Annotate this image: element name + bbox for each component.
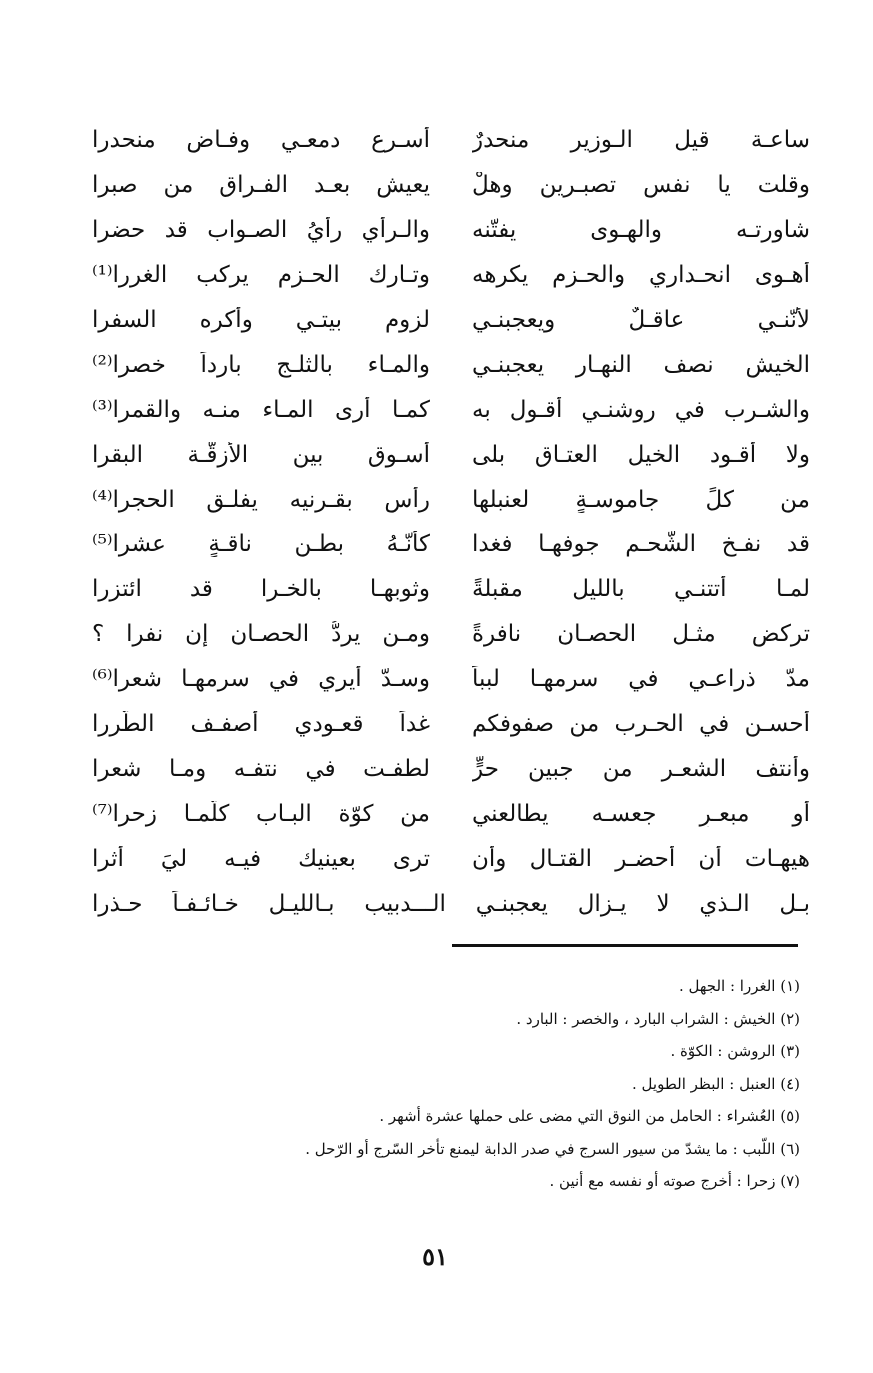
footnote-separator	[452, 944, 798, 947]
verse-left-hemistich: لزوم بيتـي وأكره السفرا	[92, 307, 430, 333]
verse-right-hemistich: أحسـن في الحـرب من صفوفكم	[472, 711, 810, 738]
verse-left-hemistich: ترى بعينيك فيـه ليَ أثرا	[92, 845, 430, 872]
verse-right-hemistich: وأنتف الشعـر من جبين حرٍّ	[472, 755, 810, 782]
page-number: ٥١	[422, 1242, 448, 1271]
verse-right-hemistich: مدّ ذراعـي في سرمهـا لبباً	[472, 666, 810, 693]
footnote: (٦) اللّبب : ما يشدّ من سيور السرج في صدر الدابة ليمنع تأخر السّرج أو الرّحل .	[305, 1139, 800, 1158]
footnote: (٥) العُشراء : الحامل من النوق التي مضى على حملها عشرة أشهر .	[379, 1107, 800, 1125]
verse-right-hemistich: شاورتـه والهـوى يفتّنه	[472, 217, 810, 244]
verse-line	[92, 163, 810, 208]
verse-line	[92, 612, 810, 657]
verse-right-hemistich: أهـوى انحـداري والحـزم يكرهه	[472, 262, 810, 289]
verse-left-hemistich: أسـرع دمعـي وفـاض منحدرا	[92, 127, 430, 154]
verse-line	[92, 657, 810, 702]
verse-right-hemistich: والشـرب في روشنـي أقـول به	[472, 396, 810, 423]
footnote: (٣) الروشن : الكوّة .	[670, 1042, 800, 1060]
verse-left-hemistich: غداً قعـودي أصفـف الطُّررا	[92, 711, 430, 738]
verse-line	[92, 522, 810, 567]
verse-line	[92, 387, 810, 432]
verse-left-hemistich: يعيش بعـد الفـراق من صبرا	[92, 172, 430, 199]
verse-right-hemistich: ساعـة قيل الـوزير منحدرٌ	[472, 127, 810, 154]
verse-left-hemistich: رأس بقـرنيه يفلـق الحجرا⁽⁴⁾	[92, 486, 430, 513]
verse-right-hemistich: لأنّنـي عاقـلٌ ويعجبنـي	[472, 307, 810, 333]
verse-right-hemistich: لمـا أتتنـي بالليل مقبلةً	[472, 576, 810, 603]
verse-line	[92, 881, 810, 926]
verse-line	[92, 836, 810, 881]
verse-line	[92, 208, 810, 253]
verse-line	[92, 477, 810, 522]
footnote: (١) الغررا : الجهل .	[678, 977, 800, 995]
verse-line	[92, 298, 810, 343]
footnote: (٤) العنبل : البظر الطويل .	[632, 1074, 800, 1093]
verse-left-hemistich: كمـا أرى المـاء منـه والقمرا⁽³⁾	[92, 396, 430, 423]
verse-right-hemistich: أو مبعـرٍ جعسـه يطالعني	[472, 800, 810, 827]
verse-line	[92, 746, 810, 791]
verse-left-hemistich: وثوبهـا بالخـرا قد ائتزرا	[92, 576, 430, 603]
verse-right-hemistich: من كلٍّ جاموسـةٍ لعنبلها	[472, 486, 810, 513]
verse-line	[92, 791, 810, 836]
verse-right-hemistich: تركض مثـل الحصـان نافرةً	[472, 621, 810, 648]
verse-right-hemistich: وقلت يا نفس تصبـرين وهلْ	[472, 172, 810, 199]
verse-line	[92, 342, 810, 387]
verse-full-line: بـل الـذي لا يـزال يعجبنـي الـــدبيب بـالليـل خـائـفـاً حـذرا	[92, 890, 810, 917]
poem-block	[92, 118, 810, 926]
verse-right-hemistich: ولا أقـود الخيل العتـاق بلى	[472, 441, 810, 468]
verse-left-hemistich: والـرأي رأيُ الصـواب قد حضرا	[92, 217, 430, 244]
verse-left-hemistich: من كوّة البـاب كلّمـا زحرا⁽⁷⁾	[92, 800, 430, 827]
verse-line	[92, 253, 810, 298]
verse-left-hemistich: كأنّـهُ بطـن ناقـةٍ عشرا⁽⁵⁾	[92, 531, 430, 558]
verse-right-hemistich: الخيش نصف النهـار يعجبنـي	[472, 351, 810, 378]
verse-line	[92, 702, 810, 747]
verse-left-hemistich: وسـدّ أيري في سرمهـا شعرا⁽⁶⁾	[92, 666, 430, 693]
verse-left-hemistich: وتـارك الحـزم يركب الغررا⁽¹⁾	[92, 262, 430, 289]
verse-left-hemistich: والمـاء بالثلـج بارداً خصرا⁽²⁾	[92, 351, 430, 378]
verse-left-hemistich: أسـوق بين الأزقّـة البقرا	[92, 441, 430, 468]
verse-line	[92, 567, 810, 612]
verse-right-hemistich: قد نفـخ الشّحـم جوفهـا فغدا	[472, 531, 810, 558]
footnote: (٧) زحرا : أخرج صوته أو نفسه مع أنين .	[549, 1172, 800, 1190]
footnotes	[180, 970, 800, 1198]
verse-right-hemistich: هيهـات أن أحضـر القتـال وأن	[472, 845, 810, 872]
footnote: (٢) الخيش : الشراب البارد ، والخصر : البارد .	[516, 1009, 800, 1028]
verse-line	[92, 432, 810, 477]
verse-left-hemistich: لطفـت في نتفـه ومـا شعرا	[92, 755, 430, 782]
verse-line	[92, 118, 810, 163]
verse-left-hemistich: ومـن يردُّ الحصـان إن نفرا ؟	[92, 621, 430, 648]
